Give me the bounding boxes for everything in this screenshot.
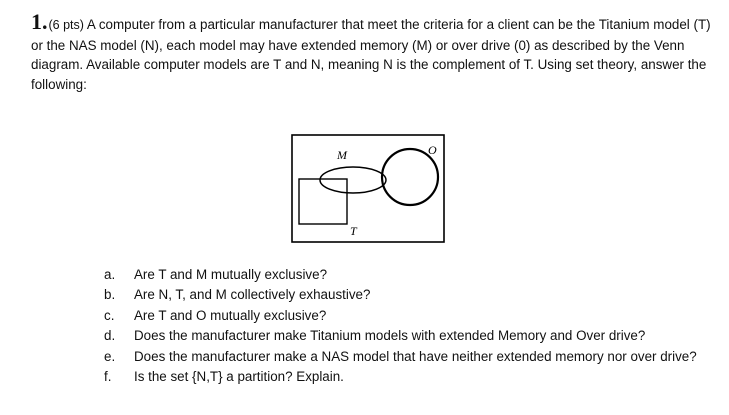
question-label: f. xyxy=(104,369,112,385)
question-label: e. xyxy=(104,348,116,364)
set-m-ellipse xyxy=(320,167,386,193)
question-item xyxy=(104,367,719,387)
question-text: Is the set {N,T} a partition? Explain. xyxy=(134,369,344,385)
venn-label-o: O xyxy=(428,143,437,157)
venn-diagram xyxy=(291,134,445,243)
question-text: Does the manufacturer make a NAS model that have neither extended memory nor over drive? xyxy=(134,348,697,364)
question-text: Does the manufacturer make Titanium models with extended Memory and Over drive? xyxy=(134,328,646,344)
question-text: Are T and M mutually exclusive? xyxy=(134,267,328,282)
question-label: b. xyxy=(104,287,116,303)
problem-points: (6 pts) xyxy=(48,18,84,32)
question-item xyxy=(104,265,719,285)
question-text: Are N, T, and M collectively exhaustive? xyxy=(134,287,371,303)
question-item xyxy=(104,347,719,367)
question-list xyxy=(104,265,719,387)
venn-label-m: M xyxy=(337,148,347,162)
question-item xyxy=(104,306,719,326)
question-item xyxy=(104,326,719,346)
question-item xyxy=(104,285,719,305)
question-label: a. xyxy=(104,267,116,282)
problem-text: A computer from a particular manufacturer that meet the criteria for a client can be the Titanium model (T) or the NAS model (N), each model may have extended memory (M) or over drive (0) as described by the Venn diagram. Available computer models are T and N, meaning N is the complement of T. Using set theory, answer the following: xyxy=(31,17,711,92)
problem-number: 1. xyxy=(31,9,48,34)
venn-label-t: T xyxy=(350,224,357,238)
question-label: c. xyxy=(104,307,115,323)
question-label: d. xyxy=(104,328,116,344)
problem-statement xyxy=(31,9,721,94)
question-text: Are T and O mutually exclusive? xyxy=(134,307,327,323)
set-o-circle xyxy=(382,149,438,205)
